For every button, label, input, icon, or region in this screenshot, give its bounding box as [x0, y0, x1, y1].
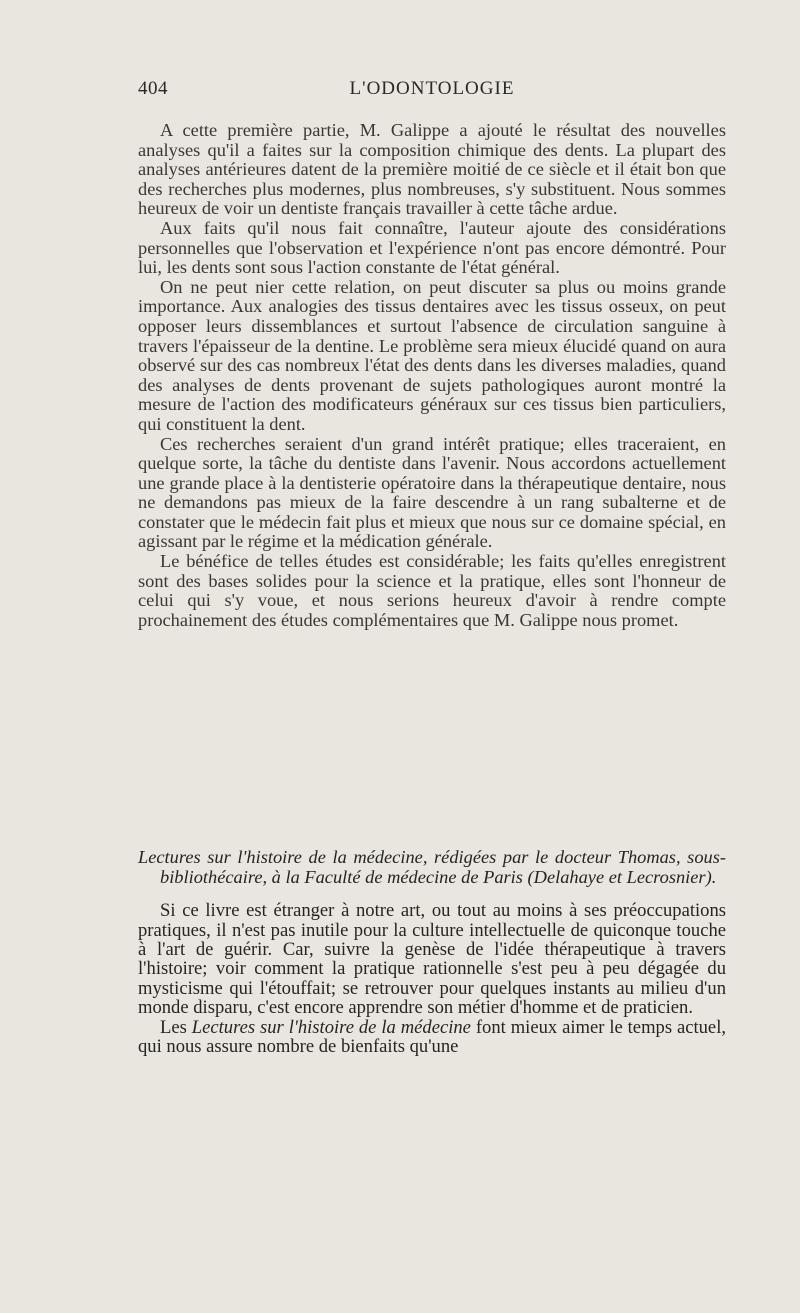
- review-paragraph: [138, 1018, 726, 1057]
- review-paragraph: Si ce livre est étranger à notre art, ou tout au moins à ses préoccupations pratiques, il n'est pas inutile pour la culture intellectuelle de quiconque touche à l'art de guérir. Car, suivre la genèse de l'idée thérapeutique à travers l'histoire; voir comment la pratique rationnelle s'est peu à peu dégagée du mysticisme qui l'étouffait; se retrouver pour quelques instants au milieu d'un monde disparu, c'est encore apprendre son métier d'homme et de praticien.: [138, 900, 726, 1019]
- review-text: font mieux aimer le temps actuel, qui nous assure nombre de bienfaits qu'une: [138, 1016, 727, 1058]
- book-review: [138, 848, 726, 1056]
- paragraph: Aux faits qu'il nous fait connaître, l'auteur ajoute des considérations personnelles que l'observation et l'expérience n'ont pas encore démontré. Pour lui, les dents sont sous l'action constante de l'état général.: [138, 217, 726, 278]
- paragraph: Le bénéfice de telles études est considérable; les faits qu'elles enregistrent sont des bases solides pour la science et la pratique, elles sont l'honneur de celui qui s'y voue, et nous serions heureux d'avoir à rendre compte prochainement des études complémentaires que M. Galippe nous promet.: [138, 551, 726, 630]
- paragraph: On ne peut nier cette relation, on peut discuter sa plus ou moins grande importance. Aux analogies des tissus dentaires avec les tissus osseux, on peut opposer leurs dissemblances et surtout l'absence de circulation sanguine à travers l'épaisseur de la dentine. Le problème sera mieux élucidé quand on aura observé sur des cas nombreux l'état des dents dans les diverses maladies, quand des analyses de dents provenant de sujets pathologiques auront montré la mesure de l'action des modificateurs généraux sur ces tissus bien particuliers, qui constituent la dent.: [138, 276, 726, 434]
- paragraph: A cette première partie, M. Galippe a ajouté le résultat des nouvelles analyses qu'il a faites sur la composition chimique des dents. La plupart des analyses antérieures datent de la première moitié de ce siècle et il était bon que des recherches plus modernes, plus nombreuses, s'y substituent. Nous sommes heureux de voir un dentiste français travailler à cette tâche ardue.: [138, 120, 726, 219]
- page-header: [138, 78, 726, 102]
- book-title-italic: Lectures sur l'histoire de la médecine: [191, 1016, 471, 1038]
- review-heading: Lectures sur l'histoire de la médecine, rédigées par le docteur Thomas, sous-bibliothécaire, à la Faculté de médecine de Paris (Delahaye et Lecrosnier).: [138, 847, 726, 887]
- running-title: L'ODONTOLOGIE: [349, 78, 515, 99]
- page-number: 404: [138, 78, 168, 99]
- article-body: [138, 121, 726, 630]
- paragraph: Ces recherches seraient d'un grand intérêt pratique; elles traceraient, en quelque sorte, la tâche du dentiste dans l'avenir. Nous accordons actuellement une grande place à la dentisterie opératoire dans la thérapeutique dentaire, nous ne demandons pas mieux de la faire descendre à un rang subalterne et de constater que le médecin fait plus et mieux que nous sur ce domaine spécial, en agissant par le régime et la médication générale.: [138, 433, 726, 552]
- review-text: Les: [160, 1016, 192, 1038]
